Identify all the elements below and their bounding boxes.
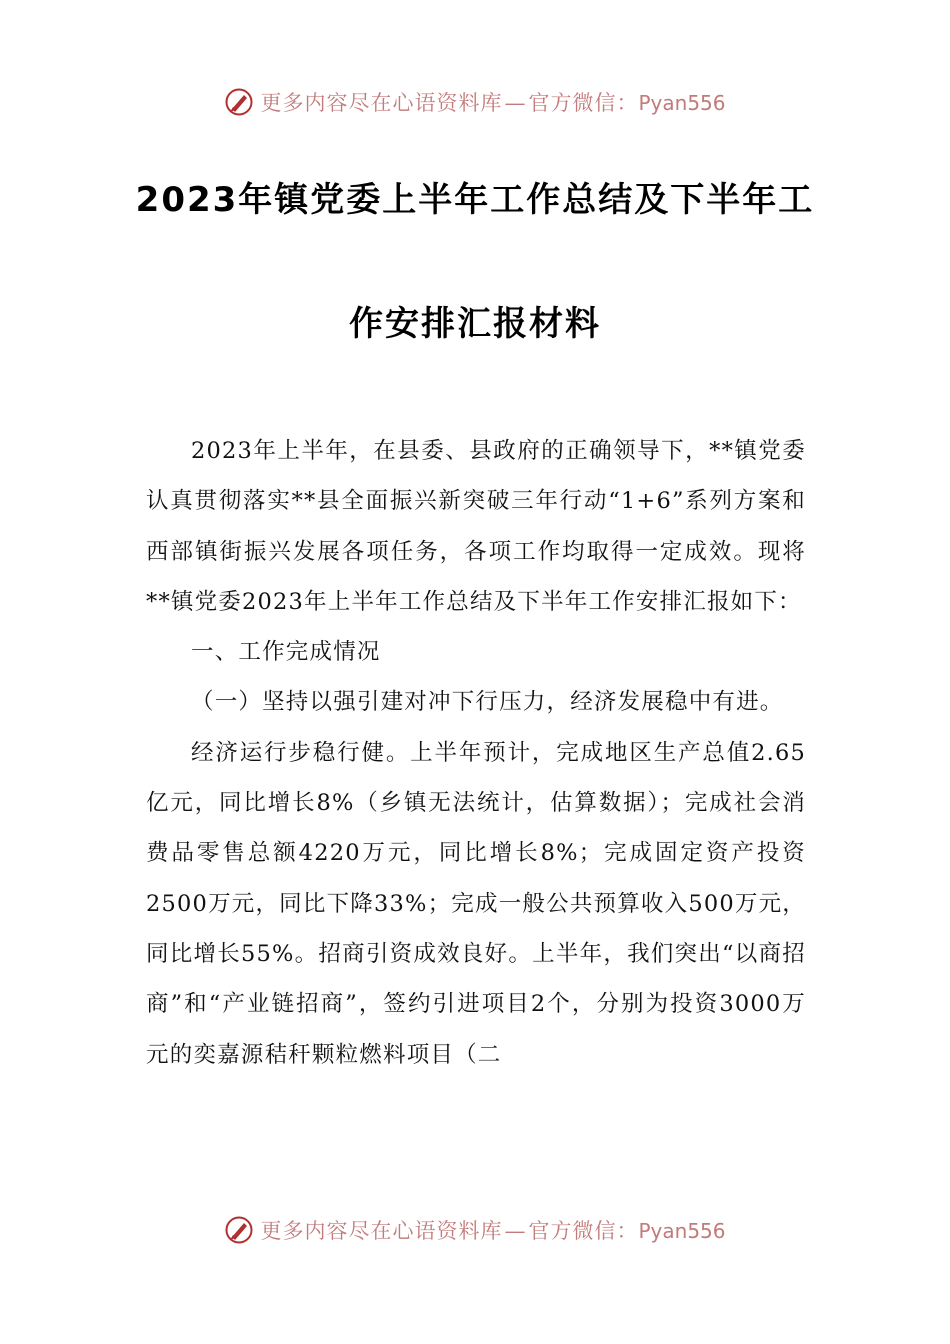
watermark-text [260,87,725,117]
watermark-contact: 官方微信： [528,1219,639,1243]
section-heading: 一、工作完成情况 [191,639,381,666]
document-body [146,426,806,1080]
intro-paragraph: 2023年上半年，在县委、县政府的正确领导下，**镇党委认真贯彻落实**县全面振兴新突破三年行动“1+6”系列方案和西部镇街振兴发展各项任务，各项工作均取得一定成效。现将**镇党委2023年上半年工作总结及下半年工作安排汇报如下： [146,438,806,615]
header-watermark [0,82,950,122]
watermark-site: 更多内容尽在心语资料库 [260,91,503,115]
economy-paragraph: 经济运行步稳行健。上半年预计，完成地区生产总值2.65亿元，同比增长8%（乡镇无法统计，估算数据）；完成社会消费品零售总额4220万元，同比增长8%；完成固定资产投资2500万元，同比下降33%；完成一般公共预算收入500万元，同比增长55%。招商引资成效良好。上半年，我们突出“以商招商”和“产业链招商”，签约引进项目2个，分别为投资3000万元的奕嘉源秸秆颗粒燃料项目（二 [146,739,806,1068]
watermark-site: 更多内容尽在心语资料库 [260,1219,503,1243]
subsection-heading: （一）坚持以强引建对冲下行压力，经济发展稳中有进。 [191,689,784,716]
watermark-handle: Pyan556 [638,91,726,115]
document-title-line-1: 2023年镇党委上半年工作总结及下半年工 [135,180,815,220]
watermark-text [260,1215,725,1245]
watermark-separator: — [504,1219,527,1243]
pen-seal-icon [224,87,254,117]
document-title-line-2: 作安排汇报材料 [349,304,601,344]
pen-seal-icon [224,1215,254,1245]
watermark-separator: — [504,91,527,115]
watermark-contact: 官方微信： [528,91,639,115]
watermark-handle: Pyan556 [638,1219,726,1243]
footer-watermark [0,1210,950,1250]
